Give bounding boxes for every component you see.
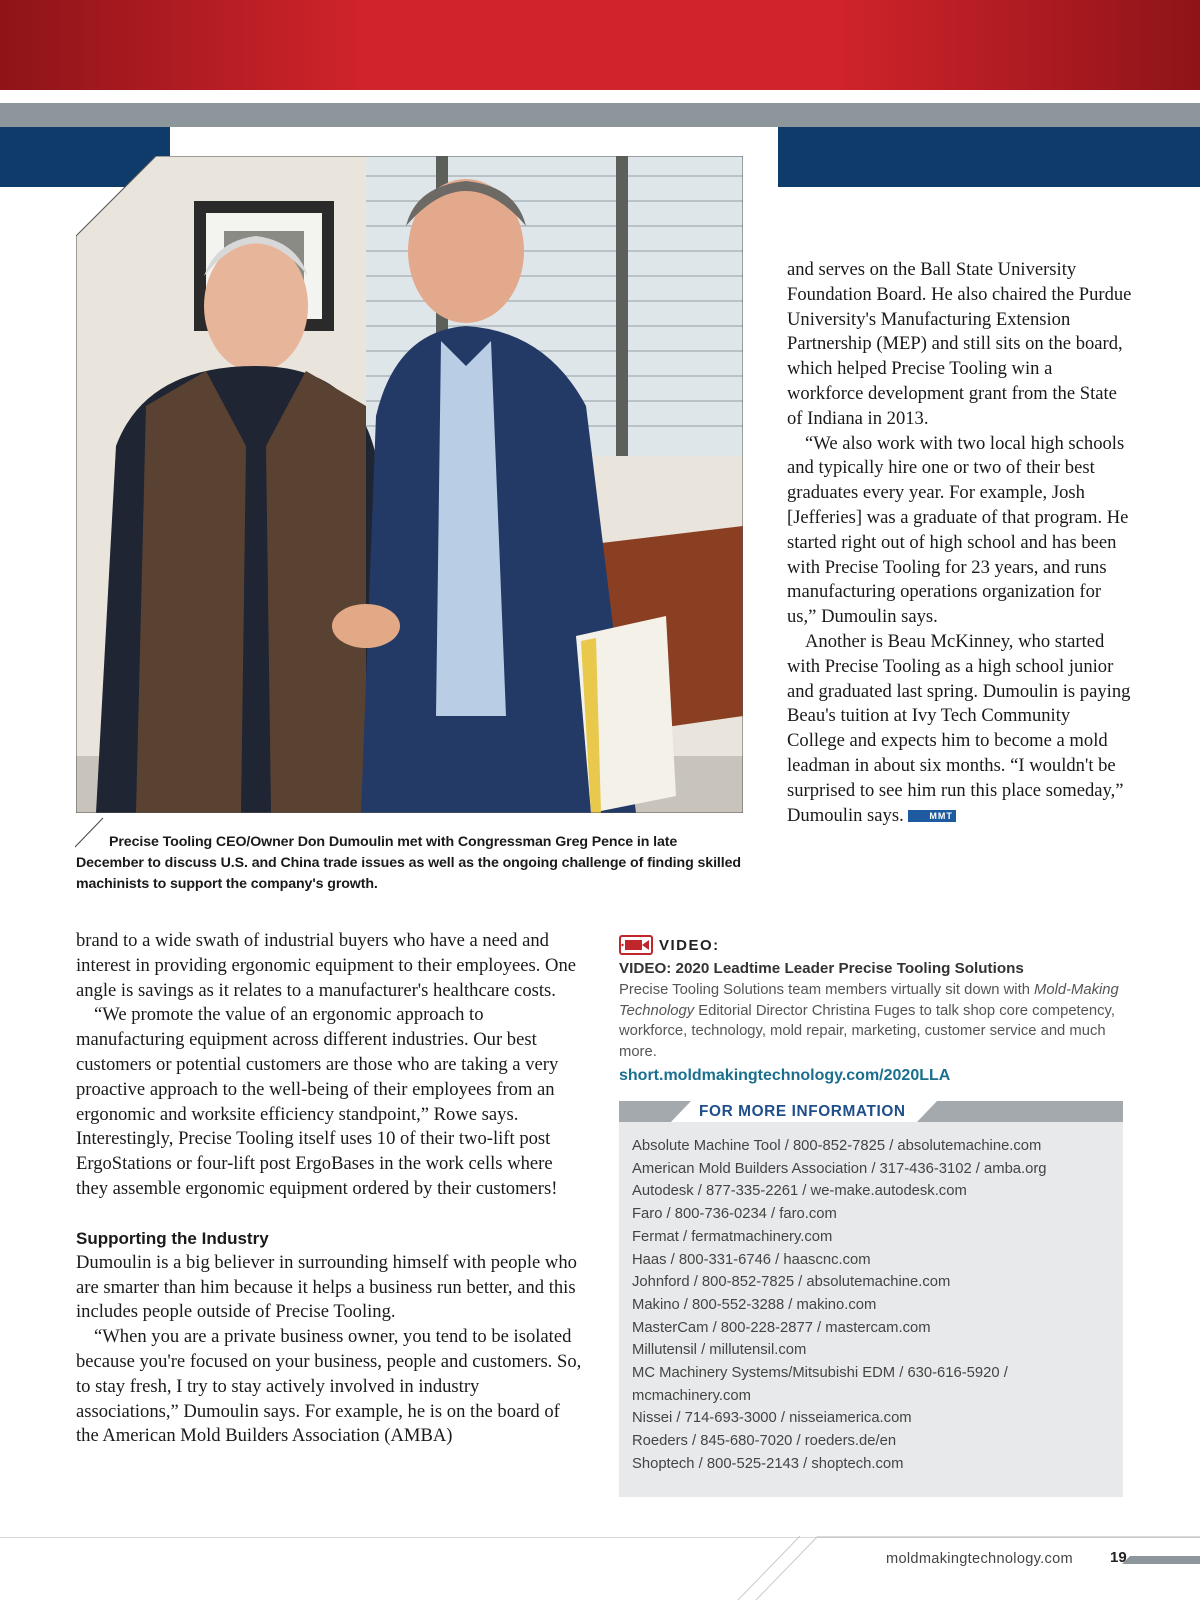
video-title: VIDEO: 2020 Leadtime Leader Precise Tooling Solutions [619, 960, 1024, 977]
section-subhead: Supporting the Industry [76, 1228, 269, 1248]
list-item: Makino / 800-552-3288 / makino.com [632, 1296, 877, 1313]
video-block [619, 934, 1139, 1088]
caption-text: Precise Tooling CEO/Owner Don Dumoulin met with Congressman Greg Pence in late December to discuss U.S. and China trade issues as well as the ongoing challenge of finding skilled machinists to support the company's growth. [76, 834, 741, 892]
info-list [632, 1135, 1112, 1476]
list-item: MasterCam / 800-228-2877 / mastercam.com [632, 1319, 931, 1336]
list-item: American Mold Builders Association / 317-436-3102 / amba.org [632, 1160, 1047, 1177]
list-item: Roeders / 845-680-7020 / roeders.de/en [632, 1433, 897, 1450]
header-red-band [0, 0, 1200, 90]
list-item: MC Machinery Systems/Mitsubishi EDM / 630-616-5920 / mcmachinery.com [632, 1365, 1008, 1404]
header-navy-band-right [778, 127, 1200, 187]
paragraph: Dumoulin is a big believer in surrounding himself with people who are smarter than him because it helps a business run better, and this includes people outside of Precise Tooling. [76, 1251, 577, 1323]
photo-caption [76, 832, 746, 895]
footer-decoration [700, 1536, 1200, 1600]
list-item: Autodesk / 877-335-2261 / we-make.autodesk.com [632, 1183, 967, 1200]
article-photo [76, 156, 743, 813]
list-item: Nissei / 714-693-3000 / nisseiamerica.com [632, 1410, 912, 1427]
paragraph: brand to a wide swath of industrial buyers who have a need and interest in providing ergonomic equipment to their employees. One angle is savings as it relates to a manufacturer's healthcare costs. [76, 930, 577, 1001]
paragraph: “We also work with two local high schools and typically hire one or two of their best graduates every year. For example, Josh [Jefferies] was a graduate of that program. He started right out of high school and has been with Precise Tooling for 23 years, and runs manufacturing operations organization for us,” Dumoulin says. [787, 432, 1129, 628]
paragraph: “When you are a private business owner, you tend to be isolated because you're focused on your business, people and customers. So, to stay fresh, I try to stay actively involved in industry associations,” Dumoulin says. For example, he is on the board of the American Mold Builders Association (AMBA) [76, 1326, 582, 1447]
paragraph: and serves on the Ball State University Foundation Board. He also chaired the Purdue University's Manufacturing Extension Partnership (MEP) and still sits on the board, which helped Precise Tooling win a workforce development grant from the State of Indiana in 2013. [787, 259, 1132, 429]
list-item: Fermat / fermatmachinery.com [632, 1228, 833, 1245]
list-item: Shoptech / 800-525-2143 / shoptech.com [632, 1455, 904, 1472]
video-camera-icon [619, 935, 653, 955]
paragraph [787, 630, 1132, 828]
list-item: Faro / 800-736-0234 / faro.com [632, 1206, 837, 1223]
video-header [619, 934, 1139, 956]
list-item: Haas / 800-331-6746 / haascnc.com [632, 1251, 871, 1268]
footer-website[interactable]: moldmakingtechnology.com [886, 1551, 1074, 1567]
header-gray-band [0, 103, 1200, 127]
mmt-end-mark: MMT [908, 810, 956, 822]
list-item: Absolute Machine Tool / 800-852-7825 / absolutemachine.com [632, 1138, 1042, 1154]
video-description: Precise Tooling Solutions team members virtually sit down with Mold-Making Technology Editorial Director Christina Fuges to talk shop core competency, workforce, technology, mold repair, marketing, customer service and much more. [619, 982, 1119, 1060]
paragraph: “We promote the value of an ergonomic approach to manufacturing equipment across different industries. Our best customers or potential customers are those who are taking a very proactive approach to the well-being of their employees from an ergonomic and worksite efficiency standpoint,” Rowe says. Interestingly, Precise Tooling itself uses 10 of their two-lift post ErgoStations or four-lift post ErgoBases in the work cells where they assemble ergonomic equipment ordered by their customers! [76, 1004, 559, 1199]
caption-slash-icon [75, 816, 105, 848]
paragraph-text: Another is Beau McKinney, who started with Precise Tooling as a high school junior and graduated last spring. Dumoulin is paying Beau's tuition at Ivy Tech Community College and expects him to become a mold leadman in about six months. “I wouldn't be surprised to see him run this place someday,” Dumoulin says. [787, 630, 1131, 826]
page-number: 19 [1110, 1549, 1127, 1566]
info-box-title: FOR MORE INFORMATION [699, 1103, 906, 1120]
video-link[interactable]: short.moldmakingtechnology.com/2020LLA [619, 1067, 951, 1084]
video-label: VIDEO: [659, 936, 720, 954]
right-column-text [787, 258, 1132, 828]
more-information-box [619, 1101, 1123, 1497]
left-column-text [76, 929, 586, 1449]
list-item: Millutensil / millutensil.com [632, 1342, 807, 1359]
list-item: Johnford / 800-852-7825 / absolutemachine.com [632, 1274, 951, 1291]
